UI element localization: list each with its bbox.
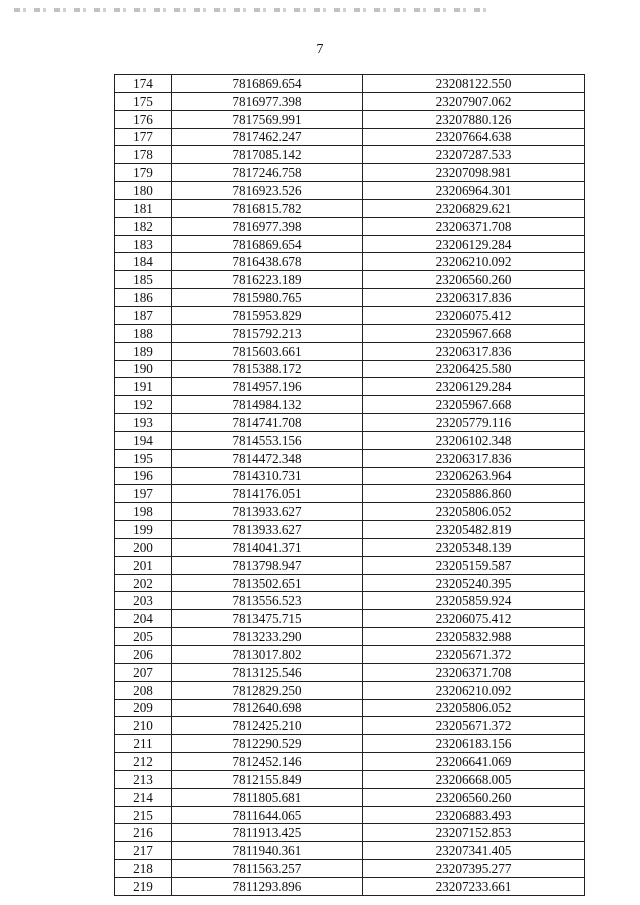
table-row	[115, 378, 585, 396]
y-coordinate-cell: 23205806.052	[363, 503, 585, 521]
table-row	[115, 110, 585, 128]
y-coordinate-cell: 23206964.301	[363, 182, 585, 200]
y-coordinate-cell: 23206129.284	[363, 378, 585, 396]
y-coordinate-cell: 23207395.277	[363, 860, 585, 878]
table-row	[115, 556, 585, 574]
point-number-cell: 201	[115, 556, 172, 574]
table-row	[115, 521, 585, 539]
y-coordinate-cell: 23205779.116	[363, 414, 585, 432]
y-coordinate-cell: 23208122.550	[363, 75, 585, 93]
point-number-cell: 202	[115, 574, 172, 592]
x-coordinate-cell: 7811913.425	[172, 824, 363, 842]
table-row	[115, 770, 585, 788]
y-coordinate-cell: 23206102.348	[363, 431, 585, 449]
x-coordinate-cell: 7811805.681	[172, 788, 363, 806]
x-coordinate-cell: 7814553.156	[172, 431, 363, 449]
y-coordinate-cell: 23206641.069	[363, 753, 585, 771]
table-row	[115, 628, 585, 646]
x-coordinate-cell: 7813475.715	[172, 610, 363, 628]
x-coordinate-cell: 7813933.627	[172, 521, 363, 539]
x-coordinate-cell: 7815980.765	[172, 289, 363, 307]
y-coordinate-cell: 23206183.156	[363, 735, 585, 753]
y-coordinate-cell: 23206210.092	[363, 681, 585, 699]
table-row	[115, 503, 585, 521]
table-row	[115, 806, 585, 824]
table-row	[115, 610, 585, 628]
x-coordinate-cell: 7813125.546	[172, 663, 363, 681]
y-coordinate-cell: 23206210.092	[363, 253, 585, 271]
x-coordinate-cell: 7816977.398	[172, 217, 363, 235]
y-coordinate-cell: 23205671.372	[363, 717, 585, 735]
point-number-cell: 207	[115, 663, 172, 681]
point-number-cell: 216	[115, 824, 172, 842]
table-row	[115, 199, 585, 217]
point-number-cell: 196	[115, 467, 172, 485]
y-coordinate-cell: 23205832.988	[363, 628, 585, 646]
point-number-cell: 188	[115, 324, 172, 342]
point-number-cell: 205	[115, 628, 172, 646]
point-number-cell: 203	[115, 592, 172, 610]
point-number-cell: 219	[115, 877, 172, 895]
y-coordinate-cell: 23207233.661	[363, 877, 585, 895]
x-coordinate-cell: 7816923.526	[172, 182, 363, 200]
y-coordinate-cell: 23205886.860	[363, 485, 585, 503]
table-row	[115, 646, 585, 664]
point-number-cell: 213	[115, 770, 172, 788]
table-row	[115, 253, 585, 271]
x-coordinate-cell: 7816977.398	[172, 92, 363, 110]
point-number-cell: 210	[115, 717, 172, 735]
point-number-cell: 186	[115, 289, 172, 307]
table-row	[115, 75, 585, 93]
y-coordinate-cell: 23206883.493	[363, 806, 585, 824]
y-coordinate-cell: 23206317.836	[363, 342, 585, 360]
x-coordinate-cell: 7814957.196	[172, 378, 363, 396]
point-number-cell: 208	[115, 681, 172, 699]
x-coordinate-cell: 7814176.051	[172, 485, 363, 503]
y-coordinate-cell: 23205806.052	[363, 699, 585, 717]
point-number-cell: 198	[115, 503, 172, 521]
table-row	[115, 164, 585, 182]
table-row	[115, 449, 585, 467]
x-coordinate-cell: 7817085.142	[172, 146, 363, 164]
point-number-cell: 197	[115, 485, 172, 503]
point-number-cell: 215	[115, 806, 172, 824]
x-coordinate-cell: 7817246.758	[172, 164, 363, 182]
point-number-cell: 211	[115, 735, 172, 753]
table-row	[115, 360, 585, 378]
table-row	[115, 182, 585, 200]
x-coordinate-cell: 7813233.290	[172, 628, 363, 646]
x-coordinate-cell: 7816869.654	[172, 235, 363, 253]
y-coordinate-cell: 23205348.139	[363, 538, 585, 556]
table-row	[115, 467, 585, 485]
y-coordinate-cell: 23207098.981	[363, 164, 585, 182]
x-coordinate-cell: 7817569.991	[172, 110, 363, 128]
point-number-cell: 193	[115, 414, 172, 432]
point-number-cell: 218	[115, 860, 172, 878]
point-number-cell: 179	[115, 164, 172, 182]
x-coordinate-cell: 7812155.849	[172, 770, 363, 788]
point-number-cell: 177	[115, 128, 172, 146]
table-row	[115, 146, 585, 164]
point-number-cell: 180	[115, 182, 172, 200]
y-coordinate-cell: 23206129.284	[363, 235, 585, 253]
point-number-cell: 176	[115, 110, 172, 128]
table-row	[115, 538, 585, 556]
table-row	[115, 485, 585, 503]
x-coordinate-cell: 7815603.661	[172, 342, 363, 360]
point-number-cell: 191	[115, 378, 172, 396]
x-coordinate-cell: 7814741.708	[172, 414, 363, 432]
x-coordinate-cell: 7814472.348	[172, 449, 363, 467]
y-coordinate-cell: 23206829.621	[363, 199, 585, 217]
point-number-cell: 174	[115, 75, 172, 93]
x-coordinate-cell: 7812829.250	[172, 681, 363, 699]
table-row	[115, 842, 585, 860]
x-coordinate-cell: 7812425.210	[172, 717, 363, 735]
x-coordinate-cell: 7813502.651	[172, 574, 363, 592]
point-number-cell: 195	[115, 449, 172, 467]
table-row	[115, 788, 585, 806]
table-row	[115, 860, 585, 878]
x-coordinate-cell: 7816438.678	[172, 253, 363, 271]
point-number-cell: 194	[115, 431, 172, 449]
point-number-cell: 214	[115, 788, 172, 806]
table-row	[115, 396, 585, 414]
table-row	[115, 663, 585, 681]
y-coordinate-cell: 23206317.836	[363, 289, 585, 307]
x-coordinate-cell: 7816815.782	[172, 199, 363, 217]
table-row	[115, 574, 585, 592]
point-number-cell: 185	[115, 271, 172, 289]
x-coordinate-cell: 7811940.361	[172, 842, 363, 860]
table-row	[115, 324, 585, 342]
table-row	[115, 753, 585, 771]
y-coordinate-cell: 23207880.126	[363, 110, 585, 128]
table-row	[115, 217, 585, 235]
table-row	[115, 699, 585, 717]
x-coordinate-cell: 7815953.829	[172, 306, 363, 324]
y-coordinate-cell: 23207664.638	[363, 128, 585, 146]
y-coordinate-cell: 23205159.587	[363, 556, 585, 574]
point-number-cell: 200	[115, 538, 172, 556]
point-number-cell: 209	[115, 699, 172, 717]
point-number-cell: 183	[115, 235, 172, 253]
x-coordinate-cell: 7814984.132	[172, 396, 363, 414]
point-number-cell: 192	[115, 396, 172, 414]
x-coordinate-cell: 7816223.189	[172, 271, 363, 289]
point-number-cell: 182	[115, 217, 172, 235]
page-number: 7	[316, 42, 324, 57]
y-coordinate-cell: 23206560.260	[363, 271, 585, 289]
point-number-cell: 175	[115, 92, 172, 110]
table-row	[115, 306, 585, 324]
y-coordinate-cell: 23207152.853	[363, 824, 585, 842]
y-coordinate-cell: 23205967.668	[363, 396, 585, 414]
x-coordinate-cell: 7813556.523	[172, 592, 363, 610]
y-coordinate-cell: 23205859.924	[363, 592, 585, 610]
table-row	[115, 824, 585, 842]
table-row	[115, 877, 585, 895]
table-row	[115, 235, 585, 253]
y-coordinate-cell: 23207341.405	[363, 842, 585, 860]
x-coordinate-cell: 7813933.627	[172, 503, 363, 521]
point-number-cell: 178	[115, 146, 172, 164]
table-row	[115, 342, 585, 360]
point-number-cell: 217	[115, 842, 172, 860]
x-coordinate-cell: 7812640.698	[172, 699, 363, 717]
table-row	[115, 681, 585, 699]
y-coordinate-cell: 23206075.412	[363, 610, 585, 628]
y-coordinate-cell: 23205671.372	[363, 646, 585, 664]
x-coordinate-cell: 7811563.257	[172, 860, 363, 878]
y-coordinate-cell: 23206371.708	[363, 217, 585, 235]
y-coordinate-cell: 23207907.062	[363, 92, 585, 110]
point-number-cell: 199	[115, 521, 172, 539]
x-coordinate-cell: 7815792.213	[172, 324, 363, 342]
point-number-cell: 206	[115, 646, 172, 664]
y-coordinate-cell: 23207287.533	[363, 146, 585, 164]
point-number-cell: 212	[115, 753, 172, 771]
x-coordinate-cell: 7816869.654	[172, 75, 363, 93]
x-coordinate-cell: 7814041.371	[172, 538, 363, 556]
y-coordinate-cell: 23206317.836	[363, 449, 585, 467]
table-row	[115, 431, 585, 449]
coordinates-table	[114, 74, 585, 896]
table-row	[115, 717, 585, 735]
point-number-cell: 184	[115, 253, 172, 271]
x-coordinate-cell: 7817462.247	[172, 128, 363, 146]
y-coordinate-cell: 23205967.668	[363, 324, 585, 342]
point-number-cell: 189	[115, 342, 172, 360]
y-coordinate-cell: 23205482.819	[363, 521, 585, 539]
table-row	[115, 289, 585, 307]
point-number-cell: 204	[115, 610, 172, 628]
x-coordinate-cell: 7813798.947	[172, 556, 363, 574]
y-coordinate-cell: 23206560.260	[363, 788, 585, 806]
table-row	[115, 271, 585, 289]
point-number-cell: 181	[115, 199, 172, 217]
table-row	[115, 592, 585, 610]
point-number-cell: 190	[115, 360, 172, 378]
x-coordinate-cell: 7814310.731	[172, 467, 363, 485]
y-coordinate-cell: 23206075.412	[363, 306, 585, 324]
x-coordinate-cell: 7812290.529	[172, 735, 363, 753]
coordinates-table-body	[115, 75, 585, 896]
y-coordinate-cell: 23206668.005	[363, 770, 585, 788]
y-coordinate-cell: 23206263.964	[363, 467, 585, 485]
table-row	[115, 735, 585, 753]
x-coordinate-cell: 7815388.172	[172, 360, 363, 378]
x-coordinate-cell: 7812452.146	[172, 753, 363, 771]
y-coordinate-cell: 23206371.708	[363, 663, 585, 681]
point-number-cell: 187	[115, 306, 172, 324]
scan-artifact-line	[14, 8, 494, 12]
table-row	[115, 414, 585, 432]
y-coordinate-cell: 23205240.395	[363, 574, 585, 592]
x-coordinate-cell: 7813017.802	[172, 646, 363, 664]
table-row	[115, 128, 585, 146]
y-coordinate-cell: 23206425.580	[363, 360, 585, 378]
x-coordinate-cell: 7811644.065	[172, 806, 363, 824]
x-coordinate-cell: 7811293.896	[172, 877, 363, 895]
table-row	[115, 92, 585, 110]
